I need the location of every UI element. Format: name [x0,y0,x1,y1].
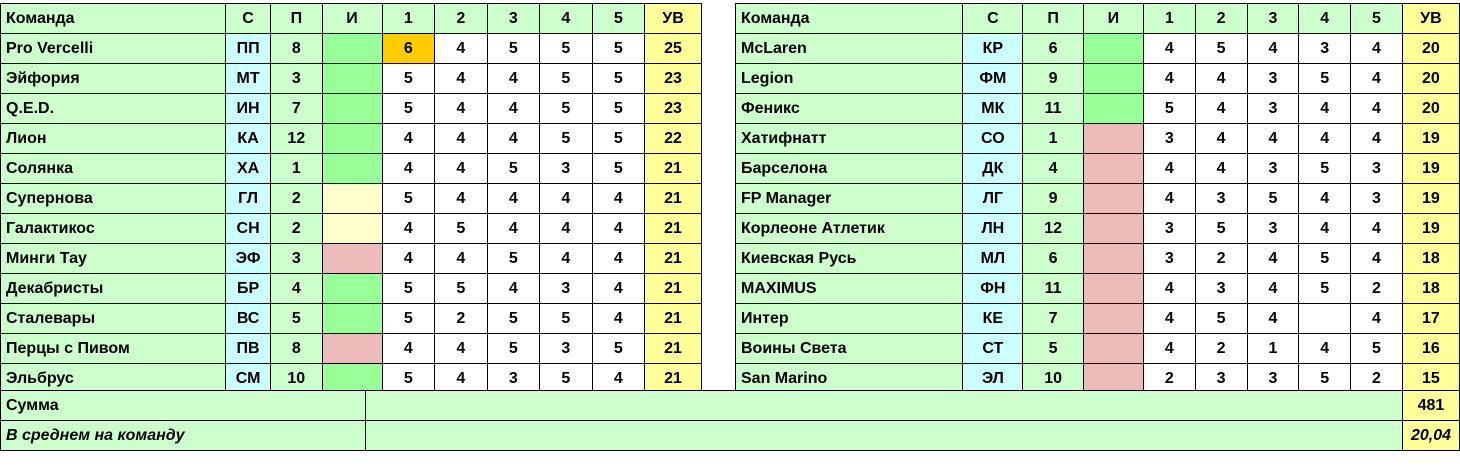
table-row [736,94,1460,124]
conference-cell: БР [226,274,271,304]
conference-cell: ХА [226,154,271,184]
table-row [736,214,1460,244]
round-2-cell: 4 [435,334,488,364]
round-5-cell: 5 [592,124,645,154]
round-4-cell: 4 [1299,334,1351,364]
total-cell: 19 [1402,154,1459,184]
table-row [736,34,1460,64]
round-2-cell: 5 [435,214,488,244]
round-2-cell: 5 [1195,34,1247,64]
indicator-cell [1083,364,1143,394]
column-header-i: И [1083,4,1143,34]
round-4-cell: 5 [540,34,593,64]
position-cell: 4 [1023,154,1083,184]
round-3-cell: 4 [1247,304,1299,334]
round-1-cell: 4 [1143,304,1195,334]
indicator-cell [322,124,382,154]
round-2-cell: 4 [435,34,488,64]
round-2-cell: 4 [435,364,488,394]
column-header-uv: УВ [645,4,702,34]
table-row [1,244,702,274]
round-2-cell: 2 [1195,334,1247,364]
position-cell: 7 [271,94,322,124]
round-5-cell: 4 [1351,34,1403,64]
round-3-cell: 3 [1247,154,1299,184]
indicator-cell [322,364,382,394]
round-1-cell: 4 [1143,154,1195,184]
team-name-cell: McLaren [736,34,963,64]
round-2-cell: 3 [1195,184,1247,214]
total-cell: 18 [1402,244,1459,274]
team-name-cell: Солянка [1,154,226,184]
column-header-r3: 3 [487,4,540,34]
indicator-cell [1083,124,1143,154]
round-2-cell: 3 [1195,364,1247,394]
team-name-cell: Супернова [1,184,226,214]
conference-cell: ПВ [226,334,271,364]
column-header-r2: 2 [435,4,488,34]
indicator-cell [322,34,382,64]
position-cell: 3 [271,244,322,274]
team-name-cell: Лион [1,124,226,154]
round-3-cell: 5 [1247,184,1299,214]
team-name-cell: FP Manager [736,184,963,214]
round-1-cell: 5 [382,94,435,124]
position-cell: 1 [271,154,322,184]
round-4-cell: 3 [540,274,593,304]
column-header-r1: 1 [382,4,435,34]
round-3-cell: 4 [487,214,540,244]
indicator-cell [1083,154,1143,184]
round-3-cell: 4 [487,64,540,94]
conference-cell: ЛГ [963,184,1023,214]
round-2-cell: 2 [1195,244,1247,274]
team-name-cell: Перцы с Пивом [1,334,226,364]
round-3-cell: 3 [1247,64,1299,94]
round-5-cell: 5 [592,34,645,64]
team-name-cell: Pro Vercelli [1,34,226,64]
position-cell: 12 [271,124,322,154]
round-4-cell: 5 [1299,274,1351,304]
round-3-cell: 5 [487,304,540,334]
position-cell: 11 [1023,94,1083,124]
column-header-p: П [271,4,322,34]
round-3-cell: 4 [1247,244,1299,274]
table-row [736,154,1460,184]
table-row [736,64,1460,94]
indicator-cell [322,154,382,184]
indicator-cell [322,274,382,304]
round-4-cell: 4 [1299,124,1351,154]
table-row [736,304,1460,334]
round-2-cell: 4 [435,64,488,94]
conference-cell: ЛН [963,214,1023,244]
column-header-uv: УВ [1402,4,1459,34]
table-row [1,154,702,184]
round-5-cell: 5 [592,64,645,94]
round-4-cell: 4 [1299,184,1351,214]
round-4-cell: 5 [1299,244,1351,274]
round-4-cell: 5 [540,124,593,154]
conference-cell: КА [226,124,271,154]
table-row [1,94,702,124]
total-cell: 23 [645,94,702,124]
round-1-cell: 4 [382,214,435,244]
total-cell: 21 [645,214,702,244]
round-5-cell: 4 [1351,94,1403,124]
round-4-cell: 4 [540,244,593,274]
round-5-cell: 4 [592,364,645,394]
conference-cell: ИН [226,94,271,124]
round-5-cell: 4 [1351,244,1403,274]
round-2-cell: 4 [1195,94,1247,124]
team-name-cell: Декабристы [1,274,226,304]
round-3-cell: 5 [487,334,540,364]
position-cell: 1 [1023,124,1083,154]
table-row [736,244,1460,274]
conference-cell: СТ [963,334,1023,364]
column-header-r4: 4 [1299,4,1351,34]
round-4-cell: 5 [1299,364,1351,394]
round-5-cell: 4 [1351,64,1403,94]
team-name-cell: San Marino [736,364,963,394]
round-5-cell: 4 [592,304,645,334]
indicator-cell [1083,334,1143,364]
position-cell: 8 [271,334,322,364]
conference-cell: ДК [963,154,1023,184]
total-cell: 21 [645,154,702,184]
position-cell: 10 [271,364,322,394]
indicator-cell [1083,184,1143,214]
round-3-cell: 4 [487,274,540,304]
round-3-cell: 5 [487,154,540,184]
column-header-i: И [322,4,382,34]
conference-cell: КР [963,34,1023,64]
position-cell: 7 [1023,304,1083,334]
indicator-cell [322,334,382,364]
round-4-cell: 3 [540,334,593,364]
round-5-cell: 4 [1351,124,1403,154]
column-header-r3: 3 [1247,4,1299,34]
total-cell: 21 [645,334,702,364]
column-header-c: С [226,4,271,34]
round-3-cell: 3 [1247,214,1299,244]
column-header-team: Команда [736,4,963,34]
column-header-r1: 1 [1143,4,1195,34]
table-row [1,124,702,154]
team-name-cell: Сталевары [1,304,226,334]
table-row [736,124,1460,154]
indicator-cell [1083,274,1143,304]
conference-cell: СМ [226,364,271,394]
table-row [736,334,1460,364]
total-cell: 16 [1402,334,1459,364]
round-4-cell: 5 [1299,154,1351,184]
position-cell: 6 [1023,34,1083,64]
team-name-cell: Барселона [736,154,963,184]
position-cell: 11 [1023,274,1083,304]
round-3-cell: 1 [1247,334,1299,364]
total-cell: 19 [1402,214,1459,244]
summary-spacer-cell [366,421,1403,451]
column-header-c: С [963,4,1023,34]
round-5-cell: 5 [592,154,645,184]
round-5-cell: 4 [592,274,645,304]
standings-table-left [0,3,702,394]
indicator-cell [1083,244,1143,274]
total-cell: 23 [645,64,702,94]
conference-cell: МК [963,94,1023,124]
position-cell: 9 [1023,184,1083,214]
conference-cell: ФМ [963,64,1023,94]
conference-cell: ПП [226,34,271,64]
round-1-cell: 4 [1143,34,1195,64]
team-name-cell: Legion [736,64,963,94]
round-2-cell: 4 [435,154,488,184]
summary-sum-label: Сумма [1,391,366,421]
round-3-cell: 3 [1247,364,1299,394]
indicator-cell [1083,304,1143,334]
round-3-cell: 4 [1247,34,1299,64]
round-4-cell: 5 [540,94,593,124]
summary-average-label: В среднем на команду [1,421,366,451]
position-cell: 3 [271,64,322,94]
round-5-cell: 2 [1351,274,1403,304]
summary-table [0,390,1460,451]
total-cell: 17 [1402,304,1459,334]
round-1-cell: 4 [1143,64,1195,94]
total-cell: 19 [1402,184,1459,214]
round-4-cell: 4 [540,184,593,214]
round-1-cell: 4 [1143,184,1195,214]
table-row [1,334,702,364]
round-3-cell: 4 [487,184,540,214]
total-cell: 20 [1402,64,1459,94]
conference-cell: ГЛ [226,184,271,214]
round-4-cell: 3 [540,154,593,184]
round-1-cell: 2 [1143,364,1195,394]
round-2-cell: 4 [435,124,488,154]
round-3-cell: 3 [1247,94,1299,124]
round-4-cell: 5 [1299,64,1351,94]
column-header-r4: 4 [540,4,593,34]
round-3-cell: 3 [487,364,540,394]
summary-row [1,421,1460,451]
indicator-cell [1083,214,1143,244]
table-header-row [736,4,1460,34]
round-1-cell: 6 [382,34,435,64]
round-2-cell: 4 [1195,64,1247,94]
standings-table-right [735,3,1460,394]
round-4-cell: 5 [540,304,593,334]
round-2-cell: 5 [435,274,488,304]
position-cell: 8 [271,34,322,64]
conference-cell: ВС [226,304,271,334]
position-cell: 6 [1023,244,1083,274]
indicator-cell [1083,94,1143,124]
total-cell: 18 [1402,274,1459,304]
round-5-cell: 4 [592,244,645,274]
team-name-cell: Киевская Русь [736,244,963,274]
team-name-cell: Эйфория [1,64,226,94]
round-1-cell: 4 [1143,334,1195,364]
round-4-cell: 4 [1299,94,1351,124]
indicator-cell [1083,34,1143,64]
round-2-cell: 5 [1195,214,1247,244]
table-row [736,364,1460,394]
round-3-cell: 4 [1247,124,1299,154]
team-name-cell: Воины Света [736,334,963,364]
position-cell: 10 [1023,364,1083,394]
table-row [1,364,702,394]
round-4-cell: 4 [540,214,593,244]
indicator-cell [322,244,382,274]
column-header-r5: 5 [592,4,645,34]
total-cell: 21 [645,184,702,214]
round-2-cell: 4 [435,94,488,124]
round-2-cell: 4 [1195,154,1247,184]
total-cell: 21 [645,364,702,394]
total-cell: 20 [1402,94,1459,124]
round-2-cell: 3 [1195,274,1247,304]
position-cell: 4 [271,274,322,304]
total-cell: 21 [645,274,702,304]
table-row [1,184,702,214]
round-1-cell: 4 [1143,274,1195,304]
table-row [1,304,702,334]
total-cell: 19 [1402,124,1459,154]
round-1-cell: 3 [1143,124,1195,154]
total-cell: 22 [645,124,702,154]
indicator-cell [322,64,382,94]
round-4-cell: 5 [540,364,593,394]
table-row [736,184,1460,214]
round-5-cell: 4 [1351,304,1403,334]
total-cell: 25 [645,34,702,64]
round-2-cell: 4 [435,184,488,214]
table-row [1,34,702,64]
round-1-cell: 4 [382,124,435,154]
team-name-cell: Хатифнатт [736,124,963,154]
conference-cell: КЕ [963,304,1023,334]
conference-cell: СН [226,214,271,244]
total-cell: 21 [645,304,702,334]
round-1-cell: 3 [1143,244,1195,274]
round-3-cell: 4 [487,124,540,154]
round-5-cell: 5 [592,334,645,364]
indicator-cell [322,184,382,214]
round-3-cell: 5 [487,244,540,274]
round-2-cell: 4 [435,244,488,274]
column-header-team: Команда [1,4,226,34]
column-header-r2: 2 [1195,4,1247,34]
round-5-cell: 5 [1351,334,1403,364]
round-2-cell: 4 [1195,124,1247,154]
round-2-cell: 5 [1195,304,1247,334]
round-1-cell: 3 [1143,214,1195,244]
round-4-cell: 4 [1299,214,1351,244]
round-1-cell: 5 [382,304,435,334]
column-header-r5: 5 [1351,4,1403,34]
table-row [1,64,702,94]
total-cell: 20 [1402,34,1459,64]
table-row [1,274,702,304]
round-3-cell: 4 [1247,274,1299,304]
team-name-cell: MAXIMUS [736,274,963,304]
conference-cell: МЛ [963,244,1023,274]
total-cell: 15 [1402,364,1459,394]
bottom-cut-row [0,452,1460,469]
position-cell: 2 [271,184,322,214]
table-row [736,274,1460,304]
position-cell: 5 [271,304,322,334]
table-row [1,214,702,244]
team-name-cell: Эльбрус [1,364,226,394]
round-3-cell: 5 [487,34,540,64]
indicator-cell [322,94,382,124]
round-4-cell: 5 [540,64,593,94]
conference-cell: МТ [226,64,271,94]
team-name-cell: Минги Тау [1,244,226,274]
total-cell: 21 [645,244,702,274]
round-4-cell [1299,304,1351,334]
team-name-cell: Q.E.D. [1,94,226,124]
conference-cell: ЭЛ [963,364,1023,394]
team-name-cell: Галактикос [1,214,226,244]
round-1-cell: 5 [1143,94,1195,124]
round-1-cell: 5 [382,274,435,304]
round-5-cell: 4 [592,214,645,244]
position-cell: 9 [1023,64,1083,94]
summary-row [1,391,1460,421]
round-5-cell: 3 [1351,184,1403,214]
team-name-cell: Корлеоне Атлетик [736,214,963,244]
team-name-cell: Интер [736,304,963,334]
round-5-cell: 2 [1351,364,1403,394]
conference-cell: СО [963,124,1023,154]
column-header-p: П [1023,4,1083,34]
round-1-cell: 5 [382,184,435,214]
round-5-cell: 3 [1351,154,1403,184]
position-cell: 5 [1023,334,1083,364]
round-1-cell: 4 [382,244,435,274]
indicator-cell [1083,64,1143,94]
team-name-cell: Феникс [736,94,963,124]
summary-average-value: 20,04 [1402,421,1459,451]
round-1-cell: 5 [382,64,435,94]
round-1-cell: 4 [382,334,435,364]
round-3-cell: 4 [487,94,540,124]
round-5-cell: 4 [592,184,645,214]
round-1-cell: 4 [382,154,435,184]
summary-sum-value: 481 [1402,391,1459,421]
conference-cell: ФН [963,274,1023,304]
round-5-cell: 5 [592,94,645,124]
position-cell: 2 [271,214,322,244]
summary-spacer-cell [366,391,1403,421]
round-4-cell: 3 [1299,34,1351,64]
indicator-cell [322,214,382,244]
round-5-cell: 4 [1351,214,1403,244]
indicator-cell [322,304,382,334]
round-1-cell: 5 [382,364,435,394]
conference-cell: ЭФ [226,244,271,274]
table-header-row [1,4,702,34]
round-2-cell: 2 [435,304,488,334]
position-cell: 12 [1023,214,1083,244]
